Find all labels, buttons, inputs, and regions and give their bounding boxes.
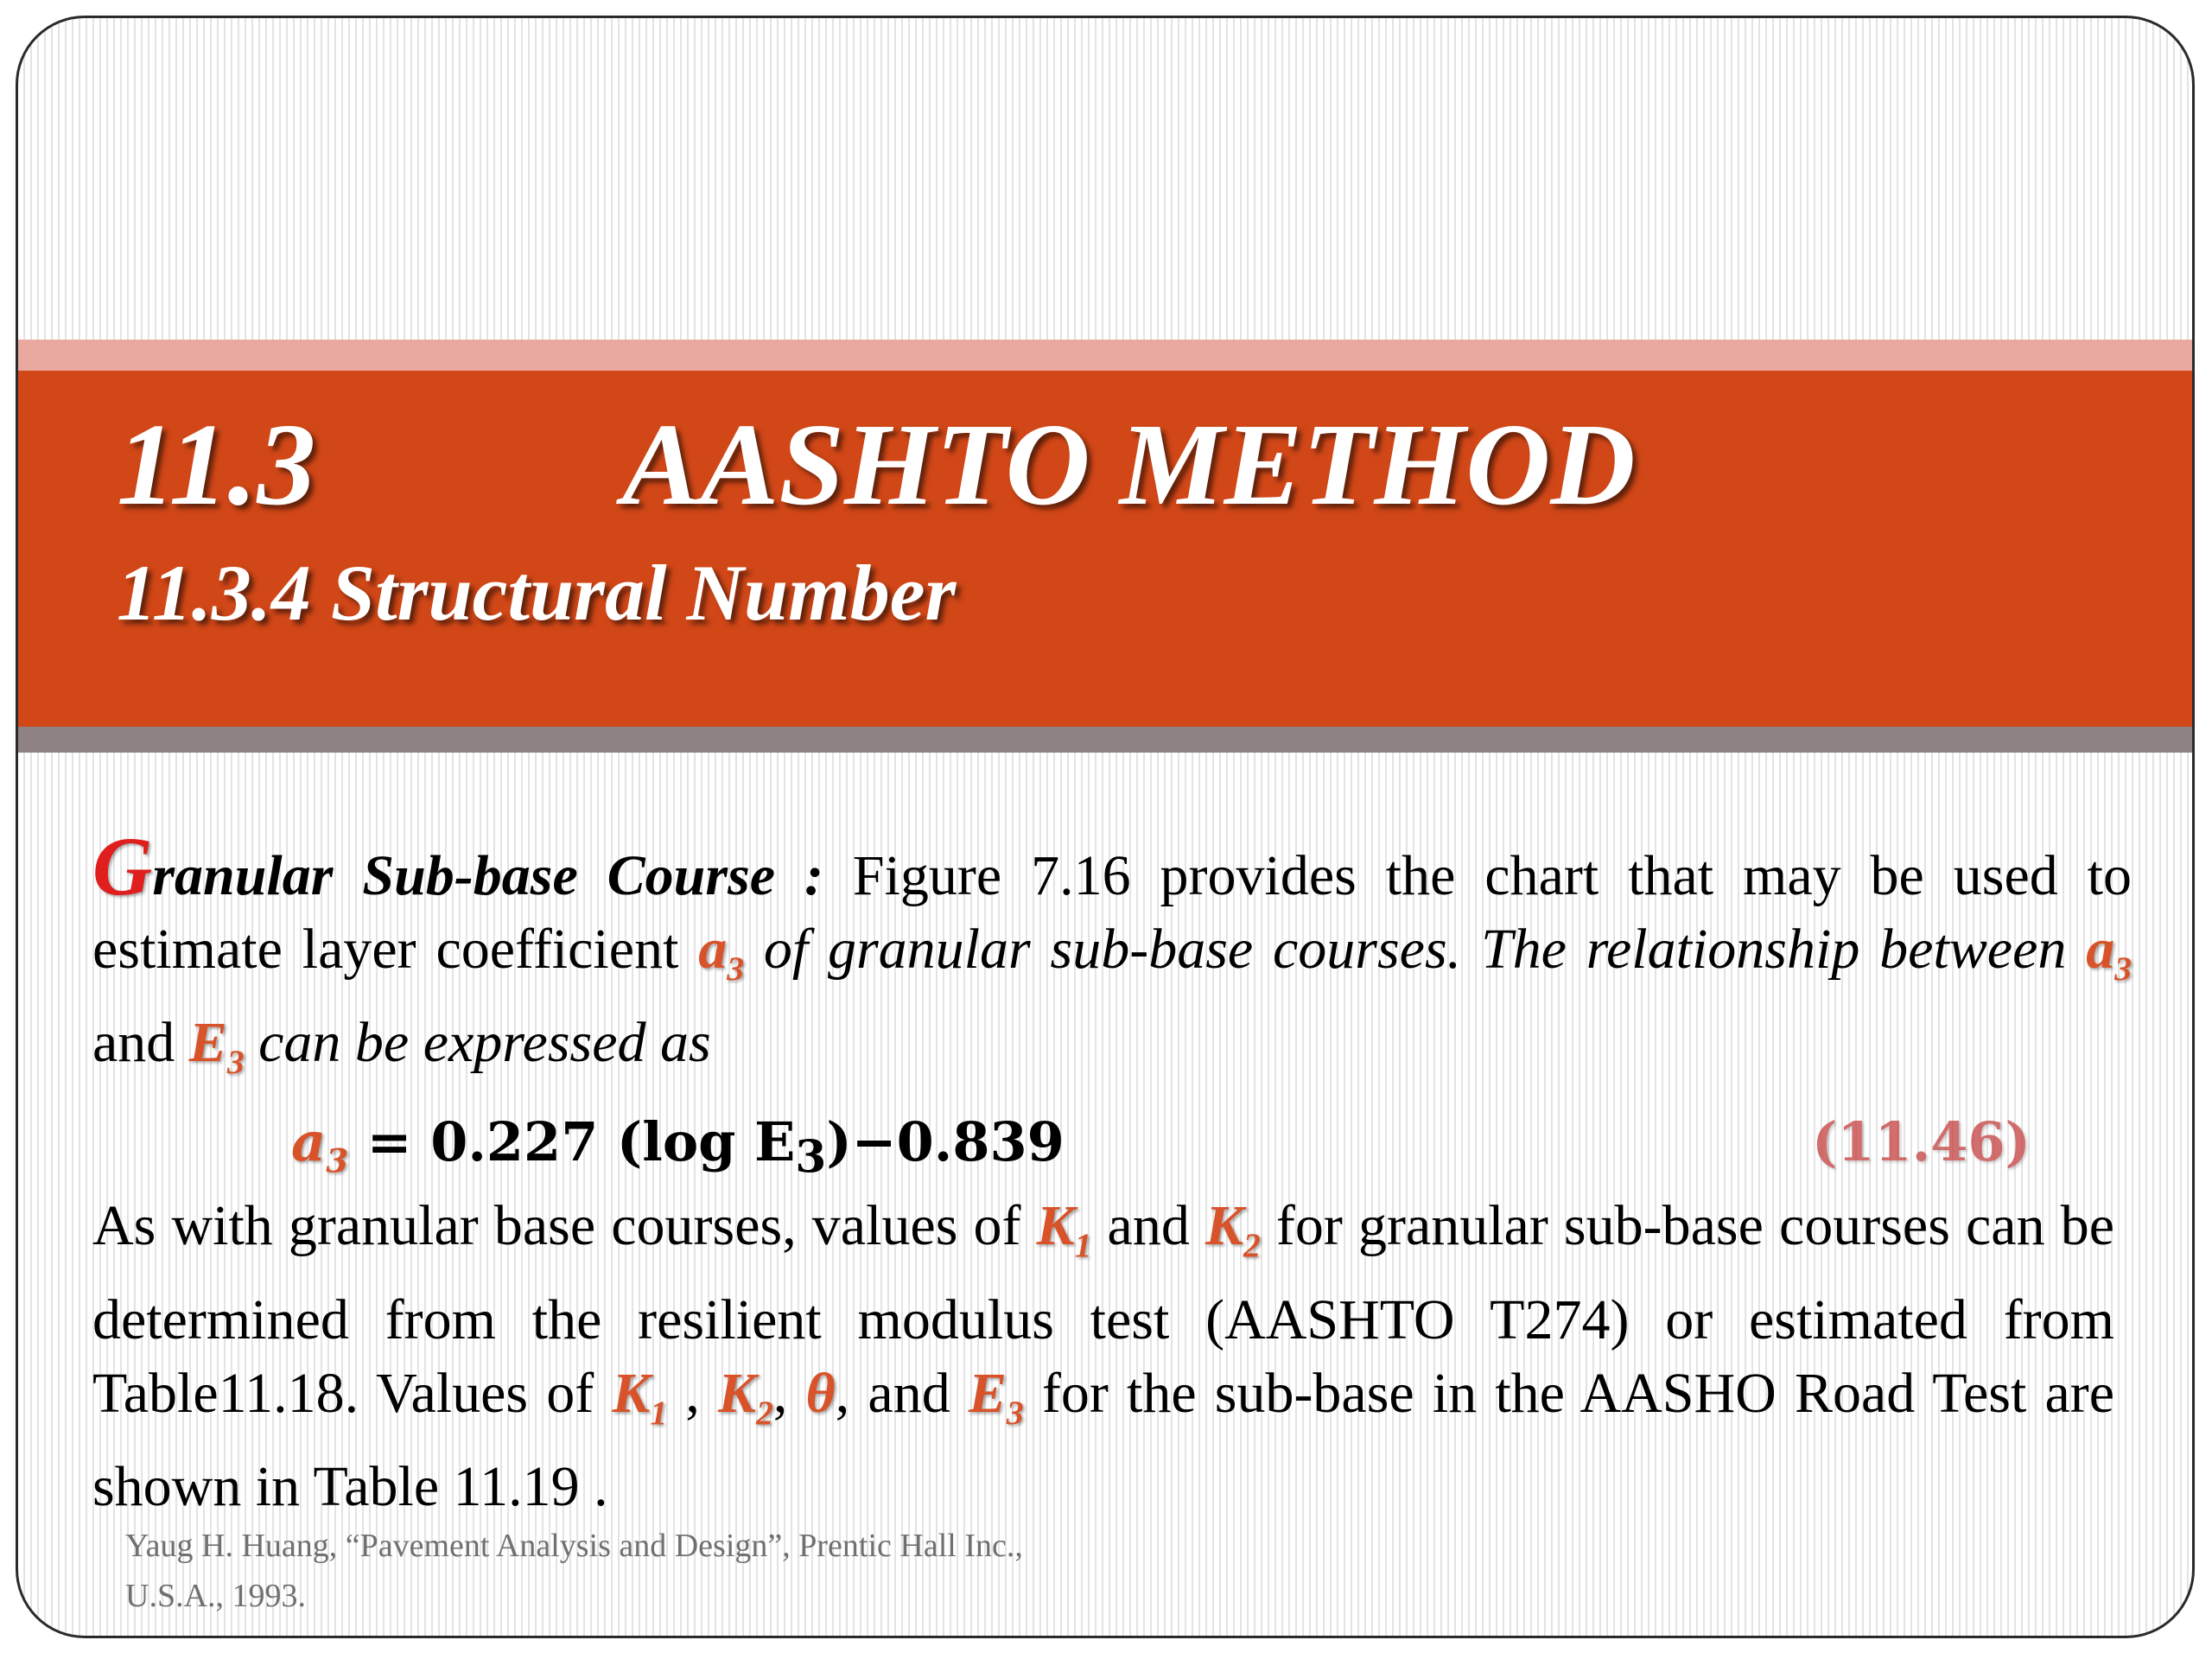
equation-number: (11.46) [1812,1110,2031,1174]
equation-row [92,1103,2132,1182]
paragraph-text-italic: can be expressed as [244,1011,711,1075]
title-band-bottom-stripe [18,727,2192,753]
citation [125,1521,1249,1621]
symbol-theta: θ [805,1361,836,1425]
citation-line-1: Yaug H. Huang, “Pavement Analysis and Design”, Prentic Hall Inc., [125,1528,1023,1564]
inline-heading: ranular Sub-base Course : [152,844,823,907]
symbol-K1: $K_1$ [1036,1194,1092,1265]
equation-11-46: $a_3 = 0.227$ (log $E_3)-0.839$ [291,1110,1065,1184]
section-number: 11.3 [117,400,316,530]
paragraph-text: and [92,1011,189,1075]
symbol-a3: $a_3$ [2086,918,2132,988]
slide-title: AASHTO METHOD [622,400,1636,530]
symbol-K2: $K_2$ [718,1361,773,1432]
slide-subtitle: 11.3.4 Structural Number [117,549,957,637]
symbol-a3: $a_3$ [291,1110,349,1180]
slide-body [92,820,2132,1523]
title-band-top-stripe [18,340,2192,371]
paragraph-k-values: As with granular base courses, values of $K_1$ and $K_2$ for granular sub-base courses can be determined from the resilient modulus test (AASHTO T274) or estimated from Table11.18. Values of $K_1$ , $K_2$, θ, and $E_3$ for the sub-base in the AASHO Road Test are shown in Table 11.19 . [92,1194,2115,1518]
symbol-E3: $E_3$ [968,1361,1024,1432]
paragraph-text: Figure 7.16 provides the chart that may be used to estimate layer coefficient [92,844,2132,981]
citation-line-2: U.S.A., 1993. [125,1578,307,1614]
symbol-a3: $a_3$ [698,918,745,988]
drop-cap: G [92,820,153,912]
paragraph-text-italic: of granular sub-base courses. The relationship between [744,918,2087,981]
symbol-K1: $K_1$ [612,1361,668,1432]
paragraph-granular-subbase [92,820,2132,1099]
symbol-E3: $E_3$ [188,1011,245,1082]
symbol-K2: $K_2$ [1205,1194,1261,1265]
